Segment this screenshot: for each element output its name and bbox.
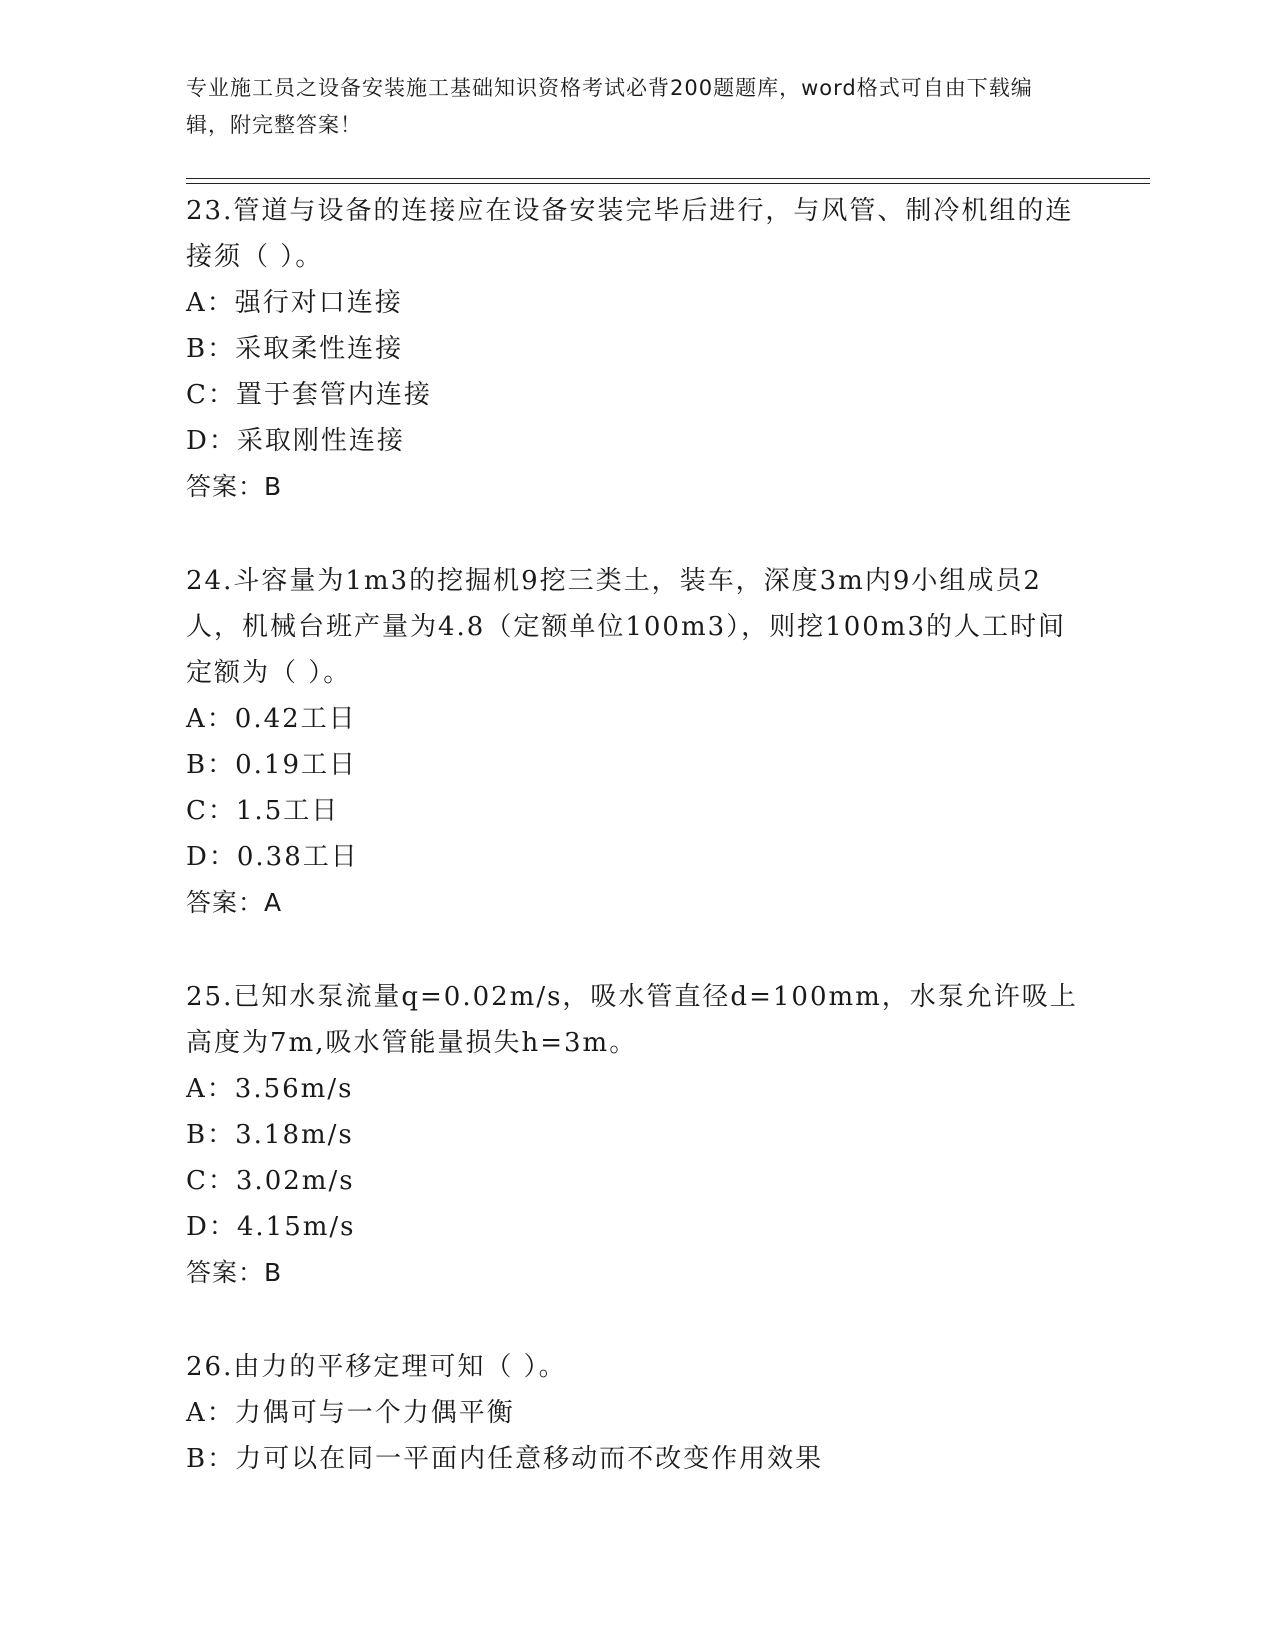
option-c: C：1.5工日 xyxy=(186,796,340,826)
question-text: 23.管道与设备的连接应在设备安装完毕后进行，与风管、制冷机组的连接须（ ）。 xyxy=(186,196,1074,272)
answer: 答案：A xyxy=(186,888,283,917)
option-a: A：0.42工日 xyxy=(186,704,357,734)
question-24 xyxy=(186,558,1086,926)
option-a: A：强行对口连接 xyxy=(186,288,403,318)
header-rule-top xyxy=(186,178,1150,179)
question-26 xyxy=(186,1344,1086,1482)
answer: 答案：B xyxy=(186,1258,283,1287)
option-c: C：置于套管内连接 xyxy=(186,380,432,410)
question-text: 24.斗容量为1m3的挖掘机9挖三类土，装车，深度3m内9小组成员2人，机械台班产量为4.8（定额单位100m3），则挖100m3的人工时间定额为（ ）。 xyxy=(186,566,1066,688)
question-23 xyxy=(186,188,1086,510)
option-b: B：采取柔性连接 xyxy=(186,334,404,364)
question-text: 26.由力的平移定理可知（ ）。 xyxy=(186,1352,567,1382)
option-c: C：3.02m/s xyxy=(186,1166,355,1196)
question-list xyxy=(186,188,1086,1482)
option-d: D：4.15m/s xyxy=(186,1212,356,1242)
option-d: D：采取刚性连接 xyxy=(186,426,405,456)
option-a: A：3.56m/s xyxy=(186,1074,354,1104)
option-b: B：3.18m/s xyxy=(186,1120,354,1150)
document-header: 专业施工员之设备安装施工基础知识资格考试必背200题题库，word格式可自由下载编辑，附完整答案！ xyxy=(186,76,1033,137)
header-rule-bottom xyxy=(186,183,1150,184)
option-d: D：0.38工日 xyxy=(186,842,359,872)
question-text: 25.已知水泵流量q=0.02m/s，吸水管直径d=100mm，水泵允许吸上高度为7m,吸水管能量损失h=3m。 xyxy=(186,982,1078,1058)
option-b: B：力可以在同一平面内任意移动而不改变作用效果 xyxy=(186,1444,824,1474)
option-b: B：0.19工日 xyxy=(186,750,357,780)
question-25 xyxy=(186,974,1086,1296)
option-a: A：力偶可与一个力偶平衡 xyxy=(186,1398,515,1428)
answer: 答案：B xyxy=(186,472,283,501)
